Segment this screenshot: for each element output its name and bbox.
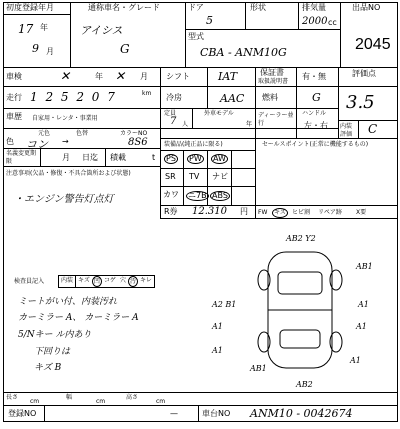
windshield	[278, 272, 322, 294]
history-sub-label: 自家用・レンタ・事業用	[32, 115, 98, 122]
cargo-label: 積載	[110, 153, 126, 162]
damage-right-front: AB1	[356, 262, 373, 271]
fw-scratch: キズ	[274, 209, 286, 216]
tag-tear: キレ	[139, 277, 152, 284]
equipment-pw: PW	[189, 154, 202, 163]
damage-left-rear: A1	[212, 346, 223, 355]
door-value: 5	[206, 14, 213, 27]
registration-no-label: 登録NO	[8, 409, 37, 418]
notes-label: 注意事項(欠品・修復・不具合箇所および状態)	[6, 170, 131, 177]
car-name-label: 通称車名・グレード	[88, 3, 160, 12]
length-unit: cm	[30, 398, 40, 405]
equipment-navi: ナビ	[212, 172, 228, 181]
registration-year: 17	[18, 22, 34, 36]
fw-repair: リペア跡	[318, 209, 342, 216]
capacity-label: 定員	[164, 110, 177, 117]
ac-value: AAC	[220, 92, 245, 105]
cc-unit: cc	[328, 18, 337, 27]
inspector-line-3: 5/Nキー ル内あり	[18, 330, 92, 340]
damage-rear-left: AB1	[250, 364, 267, 373]
registration-no-dash: —	[170, 409, 178, 418]
equipment-7b: ニ7B	[188, 191, 207, 200]
rear-window	[280, 330, 320, 348]
car-diagram	[220, 230, 380, 390]
tag-stain: 汚	[129, 278, 136, 285]
equipment-label: 装備品(純正品に限る)	[164, 141, 223, 148]
history-label: 車歴	[6, 112, 22, 121]
ac-label: 冷房	[166, 93, 182, 102]
grade: G	[120, 42, 130, 56]
warranty-sub-label: 取扱説明書	[258, 78, 289, 85]
damage-left-mid: A1	[212, 322, 223, 331]
damage-left-front: A2 B1	[212, 300, 237, 309]
displacement-value: 2000	[302, 16, 328, 27]
name-change-month-unit: 月	[62, 153, 70, 162]
fw-label: FW	[258, 209, 268, 216]
color-no-label: カラーNO	[120, 130, 148, 137]
recycle-value: 12.310	[192, 206, 227, 217]
shift-label: シフト	[166, 72, 190, 81]
capacity-unit: 人	[182, 121, 189, 128]
inspector-line-1: ミートがい付、内装汚れ	[18, 297, 118, 307]
equipment-aw: AW	[213, 154, 226, 163]
fuel-label: 燃料	[262, 93, 278, 102]
width-unit: cm	[96, 398, 106, 405]
fuel-value: G	[312, 91, 321, 104]
color-change-label: 色替	[76, 130, 89, 137]
height-label: 高さ	[126, 394, 139, 401]
equipment-sr: SR	[165, 172, 176, 181]
equipment-ps: PS	[166, 154, 176, 163]
tag-scratch: キズ	[78, 277, 90, 284]
import-year-unit: 年	[246, 121, 253, 128]
equipment-tv: TV	[189, 172, 200, 181]
damage-rear: AB2	[296, 380, 313, 389]
rating-label: 評価点	[352, 69, 376, 78]
color-label: 色	[6, 137, 14, 146]
first-registration-label: 初度登録年月	[6, 3, 54, 12]
name-change-label: 名義変更期限	[6, 150, 37, 165]
year-unit: 年	[40, 23, 48, 32]
interior-value: C	[368, 122, 378, 136]
handle-label: ハンドル	[302, 110, 327, 117]
equipment-abs: ABS	[212, 191, 228, 200]
tag-hole: 穴	[119, 277, 126, 284]
tag-dent: 凹	[93, 278, 100, 285]
dealer-label: ディーラー並行	[258, 112, 294, 127]
warranty-value: 有・無	[302, 72, 326, 81]
inspection-value: ✕	[60, 69, 71, 83]
handle-value: 左・右	[304, 121, 328, 130]
damage-rear-right: A1	[350, 356, 361, 365]
recycle-label: R券	[164, 207, 178, 216]
damage-right-mid: A1	[358, 300, 369, 309]
recycle-unit: 円	[240, 207, 248, 216]
shift-value: IAT	[218, 70, 238, 83]
inspector-tags	[58, 275, 155, 288]
inspector-label: 検査員記入	[14, 278, 45, 285]
color-value: コン	[26, 138, 48, 151]
inspection-year-unit: 年	[95, 72, 103, 81]
fw-replace: X要	[356, 209, 367, 216]
mileage-label: 走行	[6, 93, 22, 102]
shape-label: 形状	[250, 3, 266, 12]
color-original-label: 元色	[38, 130, 51, 137]
inspection-label: 車検	[6, 72, 22, 81]
equipment-leather: カワ	[163, 190, 179, 199]
capacity-value: 7	[170, 116, 177, 127]
inspector-line-5: キズ B	[34, 363, 62, 373]
inspector-line-4: 下回りは	[34, 347, 71, 357]
color-number: 8S6	[128, 137, 148, 148]
height-unit: cm	[156, 398, 166, 405]
mileage-value: 1 2 5 2 0 7	[30, 90, 117, 104]
interior-label: 内装評価	[340, 123, 353, 138]
color-arrow: →	[62, 137, 69, 146]
notes-text: ・エンジン警告灯点灯	[14, 194, 114, 205]
registration-month: 9	[32, 42, 39, 55]
model-label: 型式	[188, 32, 204, 41]
import-model-label: 外車モデル	[204, 110, 234, 117]
chassis-number: ANM10 - 0042674	[250, 407, 353, 420]
displacement-label: 排気量	[302, 3, 326, 12]
width-label: 幅	[66, 394, 73, 401]
warranty-label: 保証書	[260, 68, 284, 77]
mileage-unit: km	[142, 90, 152, 97]
damage-right-rear: A1	[356, 322, 367, 331]
rating-value: 3.5	[346, 92, 375, 113]
lot-label: 出品NO	[352, 3, 381, 12]
name-change-day-label: 日迄	[82, 153, 98, 162]
selling-point-label: セールスポイント(正常に機能するもの)	[262, 141, 369, 148]
month-unit: 月	[46, 47, 54, 56]
damage-front: AB2 Y2	[286, 234, 316, 243]
model-value: CBA - ANM10G	[200, 46, 287, 59]
inspection-month-unit: 月	[140, 72, 148, 81]
fw-crack: ヒビ割	[292, 209, 311, 216]
length-label: 長さ	[6, 394, 19, 401]
cargo-unit: t	[152, 153, 156, 162]
door-label: ドア	[188, 3, 204, 12]
inspection-month-value: ✕	[115, 69, 126, 83]
inspector-line-2: カーミラー A、 カーミラー A	[18, 313, 139, 323]
tag-burn: コゲ	[103, 277, 116, 284]
lot-number: 2045	[355, 36, 391, 53]
car-name: アイシス	[80, 24, 123, 37]
chassis-label: 車台NO	[202, 409, 231, 418]
tag-interior: 内装	[59, 276, 76, 287]
